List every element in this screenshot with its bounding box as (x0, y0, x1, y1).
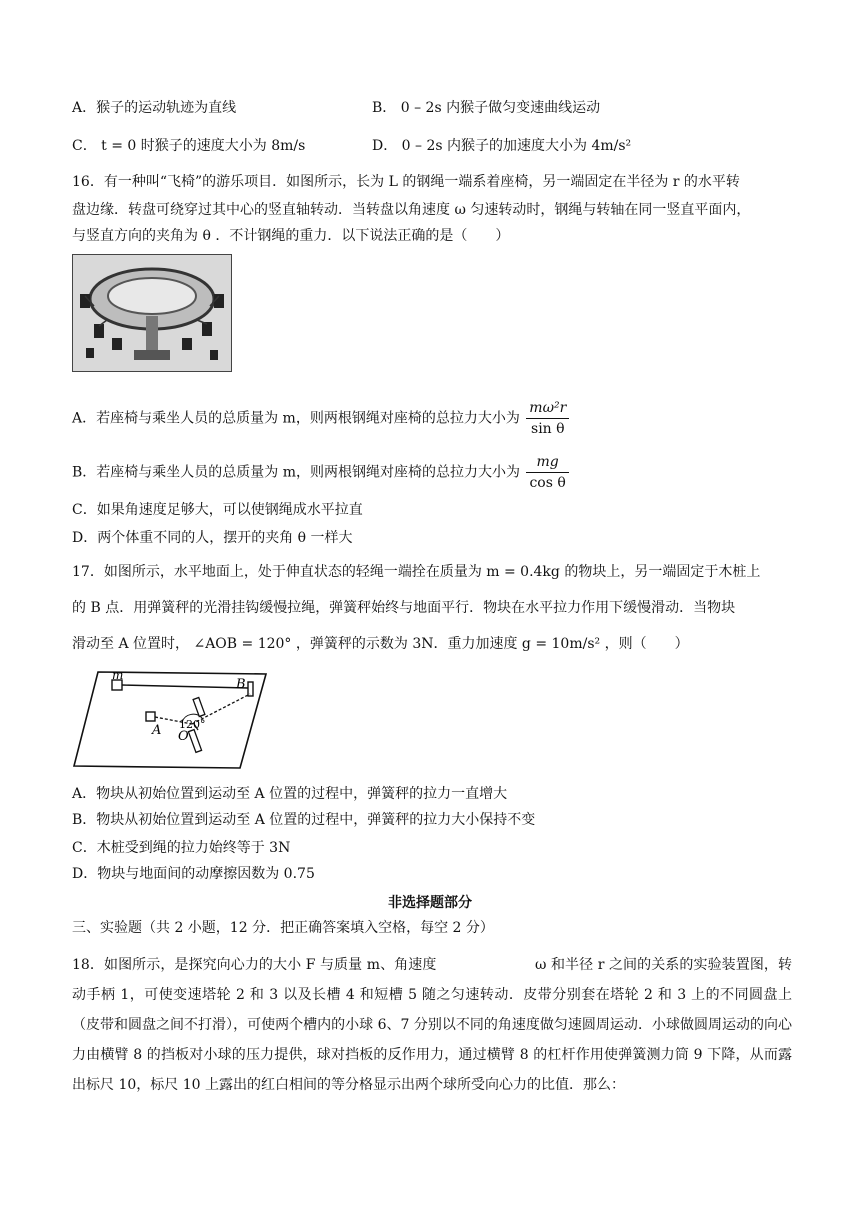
q17-option-b: B．物块从初始位置到运动至 A 位置的过程中，弹簧秤的拉力大小保持不变 (72, 812, 536, 828)
q15-option-b: B． 0 – 2s 内猴子做匀变速曲线运动 (372, 100, 601, 116)
q16-stem-line1: 16．有一种叫“飞椅”的游乐项目．如图所示，长为 L 的钢绳一端系着座椅，另一端固定在半径为 r 的水平转 (72, 174, 740, 190)
flying-chair-photo (72, 254, 232, 372)
q17-stem-line3: 滑动至 A 位置时， ∠AOB = 120° ，弹簧秤的示数为 3N．重力加速度 g = 10m/s² ，则（ ） (72, 636, 689, 652)
q16-option-a-text: A．若座椅与乘坐人员的总质量为 m，则两根钢绳对座椅的总拉力大小为 (72, 410, 520, 427)
fraction-numerator: mω²r (526, 398, 569, 419)
diagram-angle-label: 120° (179, 718, 206, 731)
q17-option-d: D．物块与地面间的动摩擦因数为 0.75 (72, 866, 315, 882)
q17-option-c: C．木桩受到绳的拉力始终等于 3N (72, 840, 291, 856)
q16-option-b-text: B．若座椅与乘坐人员的总质量为 m，则两根钢绳对座椅的总拉力大小为 (72, 464, 521, 481)
q17-option-a: A．物块从初始位置到运动至 A 位置的过程中，弹簧秤的拉力一直增大 (72, 786, 508, 802)
fraction-denominator: cos θ (529, 475, 566, 491)
section-part-three: 三、实验题（共 2 小题，12 分．把正确答案填入空格，每空 2 分） (72, 920, 494, 936)
q16-stem-line3: 与竖直方向的夹角为 θ ．不计钢绳的重力．以下说法正确的是（ ） (72, 228, 510, 244)
q16-stem-line2: 盘边缘．转盘可绕穿过其中心的竖直轴转动．当转盘以角速度 ω 匀速转动时，钢绳与转轴在同一竖直平面内， (72, 202, 751, 218)
fraction-numerator: mg (526, 452, 568, 473)
diagram-label-b: B (236, 677, 246, 692)
q17-diagram (70, 668, 270, 772)
section-heading: 非选择题部分 (388, 895, 472, 911)
diagram-label-a: A (152, 723, 162, 738)
fraction-mg-over-cos-theta (526, 452, 568, 493)
q15-option-a: A．猴子的运动轨迹为直线 (72, 100, 237, 116)
diagram-label-m: m (112, 668, 124, 682)
q18-paragraph: 18．如图所示，是探究向心力的大小 F 与质量 m、角速度 ω 和半径 r 之间的关系的实验装置图，转动手柄 1，可使变速塔轮 2 和 3 以及长槽 4 和短槽 5 随之匀速转动．皮带分别套在塔轮 2 和 3 上的不同圆盘上（皮带和圆盘之间不打滑），可使两个槽内的小球 6、7 分别以不同的角速度做匀速圆周运动．小球做圆周运动的向心力由横臂 8 的挡板对小球的压力提供，球对挡板的反作用力，通过横臂 8 的杠杆作用使弹簧测力筒 9 下降，从而露出标尺 10，标尺 10 上露出的红白相间的等分格显示出两个球所受向心力的比值．那么： (72, 957, 792, 1093)
q16-option-a (72, 398, 569, 439)
q17-stem-line1: 17．如图所示，水平地面上，处于伸直状态的轻绳一端拴在质量为 m = 0.4kg 的物块上，另一端固定于木桩上 (72, 564, 761, 580)
q15-option-c: C． t = 0 时猴子的速度大小为 8m/s (72, 138, 306, 154)
q16-option-c: C．如果角速度足够大，可以使钢绳成水平拉直 (72, 502, 363, 518)
q15-option-d: D． 0 – 2s 内猴子的加速度大小为 4m/s² (372, 138, 632, 154)
q16-option-b (72, 452, 569, 493)
q17-stem-line2: 的 B 点．用弹簧秤的光滑挂钩缓慢拉绳，弹簧秤始终与地面平行．物块在水平拉力作用下缓慢滑动．当物块 (72, 600, 736, 616)
diagram-label-o: O (178, 729, 189, 744)
fraction-m-omega-squared-r-over-sin-theta (526, 398, 569, 439)
q16-option-d: D．两个体重不同的人，摆开的夹角 θ 一样大 (72, 530, 353, 546)
fraction-denominator: sin θ (531, 421, 565, 437)
